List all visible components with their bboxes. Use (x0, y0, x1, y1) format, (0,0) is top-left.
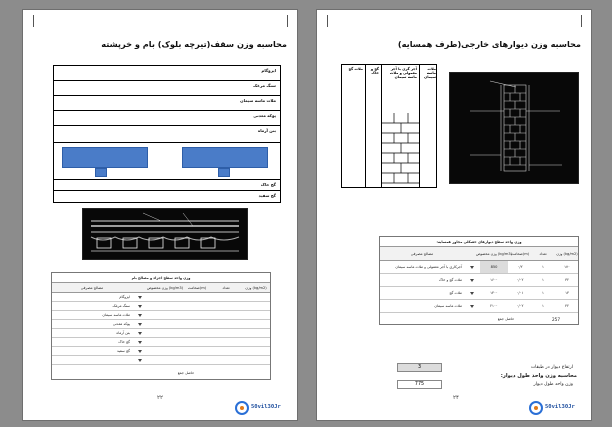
material-cell: آجرکاری با آجر معمولی و ملات ماسه سیمان (395, 265, 462, 269)
chevron-down-icon[interactable] (138, 341, 142, 344)
chevron-down-icon[interactable] (470, 292, 474, 295)
count-cell (212, 347, 240, 355)
table-row (52, 311, 270, 320)
layer-row: سنگ مرغک (54, 81, 280, 96)
header-weight: وزن (kg/m2) (556, 251, 578, 256)
weight-cell (240, 347, 272, 355)
density-cell (148, 347, 182, 355)
joist-rib-right (218, 168, 230, 177)
crop-marker (33, 15, 34, 27)
publisher-logo (235, 401, 287, 416)
wall-section-drawing (449, 72, 579, 184)
left-page (22, 9, 298, 421)
table-row (380, 287, 578, 300)
count-cell (212, 356, 240, 364)
table-row (380, 274, 578, 287)
density-cell (148, 320, 182, 328)
roof-layers-table (53, 65, 281, 203)
layer-col-mortar: ملات ماسه سیمان (424, 67, 436, 79)
logo-text: 50vil30Jr (251, 404, 281, 410)
weight-cell (240, 311, 272, 319)
weight-cell (240, 293, 272, 301)
roof-weight-table (51, 272, 271, 380)
thickness-cell: ۰/۰۲ (516, 304, 524, 308)
table-row (380, 300, 578, 313)
logo-icon (235, 401, 249, 415)
wall-height-label: ارتفاع دیوار در طبقات (530, 365, 573, 370)
wall-layers-frame (341, 64, 437, 188)
joist-diagram-row (54, 143, 280, 179)
density-cell: 850 (480, 261, 508, 273)
layer-row: گچ خاک (54, 179, 280, 191)
calc-heading: محاسبه وزن واحد طول دیوار: (500, 373, 577, 379)
chevron-down-icon[interactable] (138, 359, 142, 362)
total-label: حاصل جمع (177, 370, 195, 375)
chevron-down-icon[interactable] (138, 332, 142, 335)
density-cell (148, 329, 182, 337)
weight-cell: ۳۲ (565, 278, 569, 282)
right-page (316, 9, 592, 421)
crop-marker (287, 15, 288, 27)
material-cell: ملات گچ و خاک (438, 278, 462, 282)
material-cell: ملات گچ (449, 291, 462, 295)
count-cell (212, 293, 240, 301)
thickness-cell (182, 329, 212, 337)
table-row (52, 320, 270, 329)
header-material: مصالح مصرفی (410, 251, 434, 256)
layer-row: ملات ماسه سیمان (54, 96, 280, 111)
density-cell (148, 302, 182, 310)
thickness-cell (182, 356, 212, 364)
count-cell: ۱ (542, 278, 544, 282)
table-title: وزن واحد سطح اجزاء و مصالح بام (52, 273, 270, 283)
weight-cell: ۱۳ (565, 291, 569, 295)
table-title: وزن واحد سطح دیوارهای خشکلی مجاور همسایه: (380, 237, 578, 247)
weight-cell (240, 302, 272, 310)
table-footer (380, 313, 578, 325)
total-value (240, 365, 272, 380)
material-cell: پوکه معدنی (112, 322, 130, 326)
weight-cell (240, 356, 272, 364)
thickness-cell (182, 320, 212, 328)
header-material: مصالح مصرفی (80, 285, 104, 290)
material-cell (52, 356, 132, 364)
chevron-down-icon[interactable] (138, 296, 142, 299)
chevron-down-icon[interactable] (138, 323, 142, 326)
count-cell (212, 329, 240, 337)
weight-cell (240, 320, 272, 328)
thickness-cell (182, 293, 212, 301)
material-cell: ملات ماسه سیمان (434, 304, 462, 308)
density-cell (148, 293, 182, 301)
brick-pattern (382, 113, 420, 189)
total-value: 257 (552, 316, 560, 322)
wall-height-value[interactable]: 3 (397, 363, 442, 372)
layer-col-brick (382, 65, 420, 187)
chevron-down-icon[interactable] (470, 305, 474, 308)
weight-cell (240, 329, 272, 337)
material-cell: سنگ مرغک (112, 304, 130, 308)
header-density: وزن مخصوص (kg/m3) (146, 285, 184, 290)
unit-weight-value: 775 (397, 380, 442, 389)
table-row (52, 338, 270, 347)
chevron-down-icon[interactable] (470, 266, 474, 269)
table-row (380, 261, 578, 274)
weight-cell (240, 338, 272, 346)
chevron-down-icon[interactable] (138, 314, 142, 317)
table-header (380, 247, 578, 261)
density-cell: ۱۳۰۰ (490, 291, 498, 295)
header-thickness: ضخامت(m) (187, 285, 207, 290)
crop-marker (327, 15, 328, 27)
header-weight: وزن (kg/m2) (245, 285, 267, 290)
material-cell: ملات ماسه سیمان (102, 313, 130, 317)
right-page-title: محاسبه وزن دیوارهای خارجی(طرف همسایه) (397, 39, 581, 49)
joist-slab-left (62, 147, 148, 168)
chevron-down-icon[interactable] (138, 305, 142, 308)
count-cell: ۱ (542, 291, 544, 295)
table-row (52, 329, 270, 338)
table-footer (52, 365, 270, 380)
layer-row: بتن آرماه (54, 126, 280, 143)
count-cell (212, 302, 240, 310)
unit-weight-label: وزن واحد طول دیوار (533, 382, 573, 387)
table-row (52, 356, 270, 365)
header-count: تعداد (539, 251, 547, 256)
thickness-cell: ۰/۲ (517, 265, 523, 269)
page-number: ۲۲ (157, 395, 163, 401)
layer-row: ایزوگام (54, 66, 280, 81)
layer-label-brick: آجر گری با آجر معمولی و ملات ماسه سیمان (389, 67, 417, 79)
density-cell: ۲۱۰۰ (490, 304, 498, 308)
publisher-logo (529, 401, 581, 416)
count-cell (212, 320, 240, 328)
material-cell: بتن آرماه (116, 331, 130, 335)
left-page-title: محاسبه وزن سقف(تیرچه بلوک) بام و خرپشته (101, 39, 287, 49)
table-row (52, 302, 270, 311)
layer-col-plaster: ملات گچ (342, 65, 366, 187)
material-cell: گچ سفید (117, 349, 130, 353)
material-cell: ایزوگام (119, 295, 130, 299)
joist-rib-left (95, 168, 107, 177)
table-row (52, 347, 270, 356)
material-cell: گچ خاک (118, 340, 130, 344)
roof-section-drawing (82, 208, 248, 260)
count-cell: ۱ (542, 265, 544, 269)
thickness-cell: ۰/۰۱ (516, 291, 524, 295)
weight-cell: ۴۲ (565, 304, 569, 308)
density-cell (148, 356, 182, 364)
header-density: وزن مخصوص (kg/m3) (475, 251, 513, 256)
density-cell: ۱۶۰۰ (490, 278, 498, 282)
density-cell (148, 311, 182, 319)
thickness-cell (182, 302, 212, 310)
wall-section-lines (450, 73, 578, 183)
thickness-cell: ۰/۰۲ (516, 278, 524, 282)
crop-marker (581, 15, 582, 27)
count-cell: ۱ (542, 304, 544, 308)
roof-section-lines (83, 209, 247, 259)
chevron-down-icon[interactable] (138, 350, 142, 353)
joist-slab-right (182, 147, 268, 168)
thickness-cell (182, 338, 212, 346)
count-cell (212, 311, 240, 319)
chevron-down-icon[interactable] (470, 279, 474, 282)
layer-row: پوکه معدنی (54, 111, 280, 126)
page-number: ۲۴ (453, 395, 459, 401)
weight-cell: ۱۷۰ (564, 265, 570, 269)
logo-text: 50vil30Jr (545, 404, 575, 410)
density-cell (148, 338, 182, 346)
logo-icon (529, 401, 543, 415)
header-thickness: ضخامت(m) (510, 251, 530, 256)
table-header (52, 283, 270, 293)
count-cell (212, 338, 240, 346)
table-row (52, 293, 270, 302)
header-count: تعداد (222, 285, 230, 290)
layer-row: گچ سفید (258, 193, 276, 198)
layer-col-gypsum-soil: گچ و خاک (366, 65, 382, 187)
total-label: حاصل جمع (497, 317, 515, 321)
thickness-cell (182, 347, 212, 355)
wall-weight-table (379, 236, 579, 325)
thickness-cell (182, 311, 212, 319)
